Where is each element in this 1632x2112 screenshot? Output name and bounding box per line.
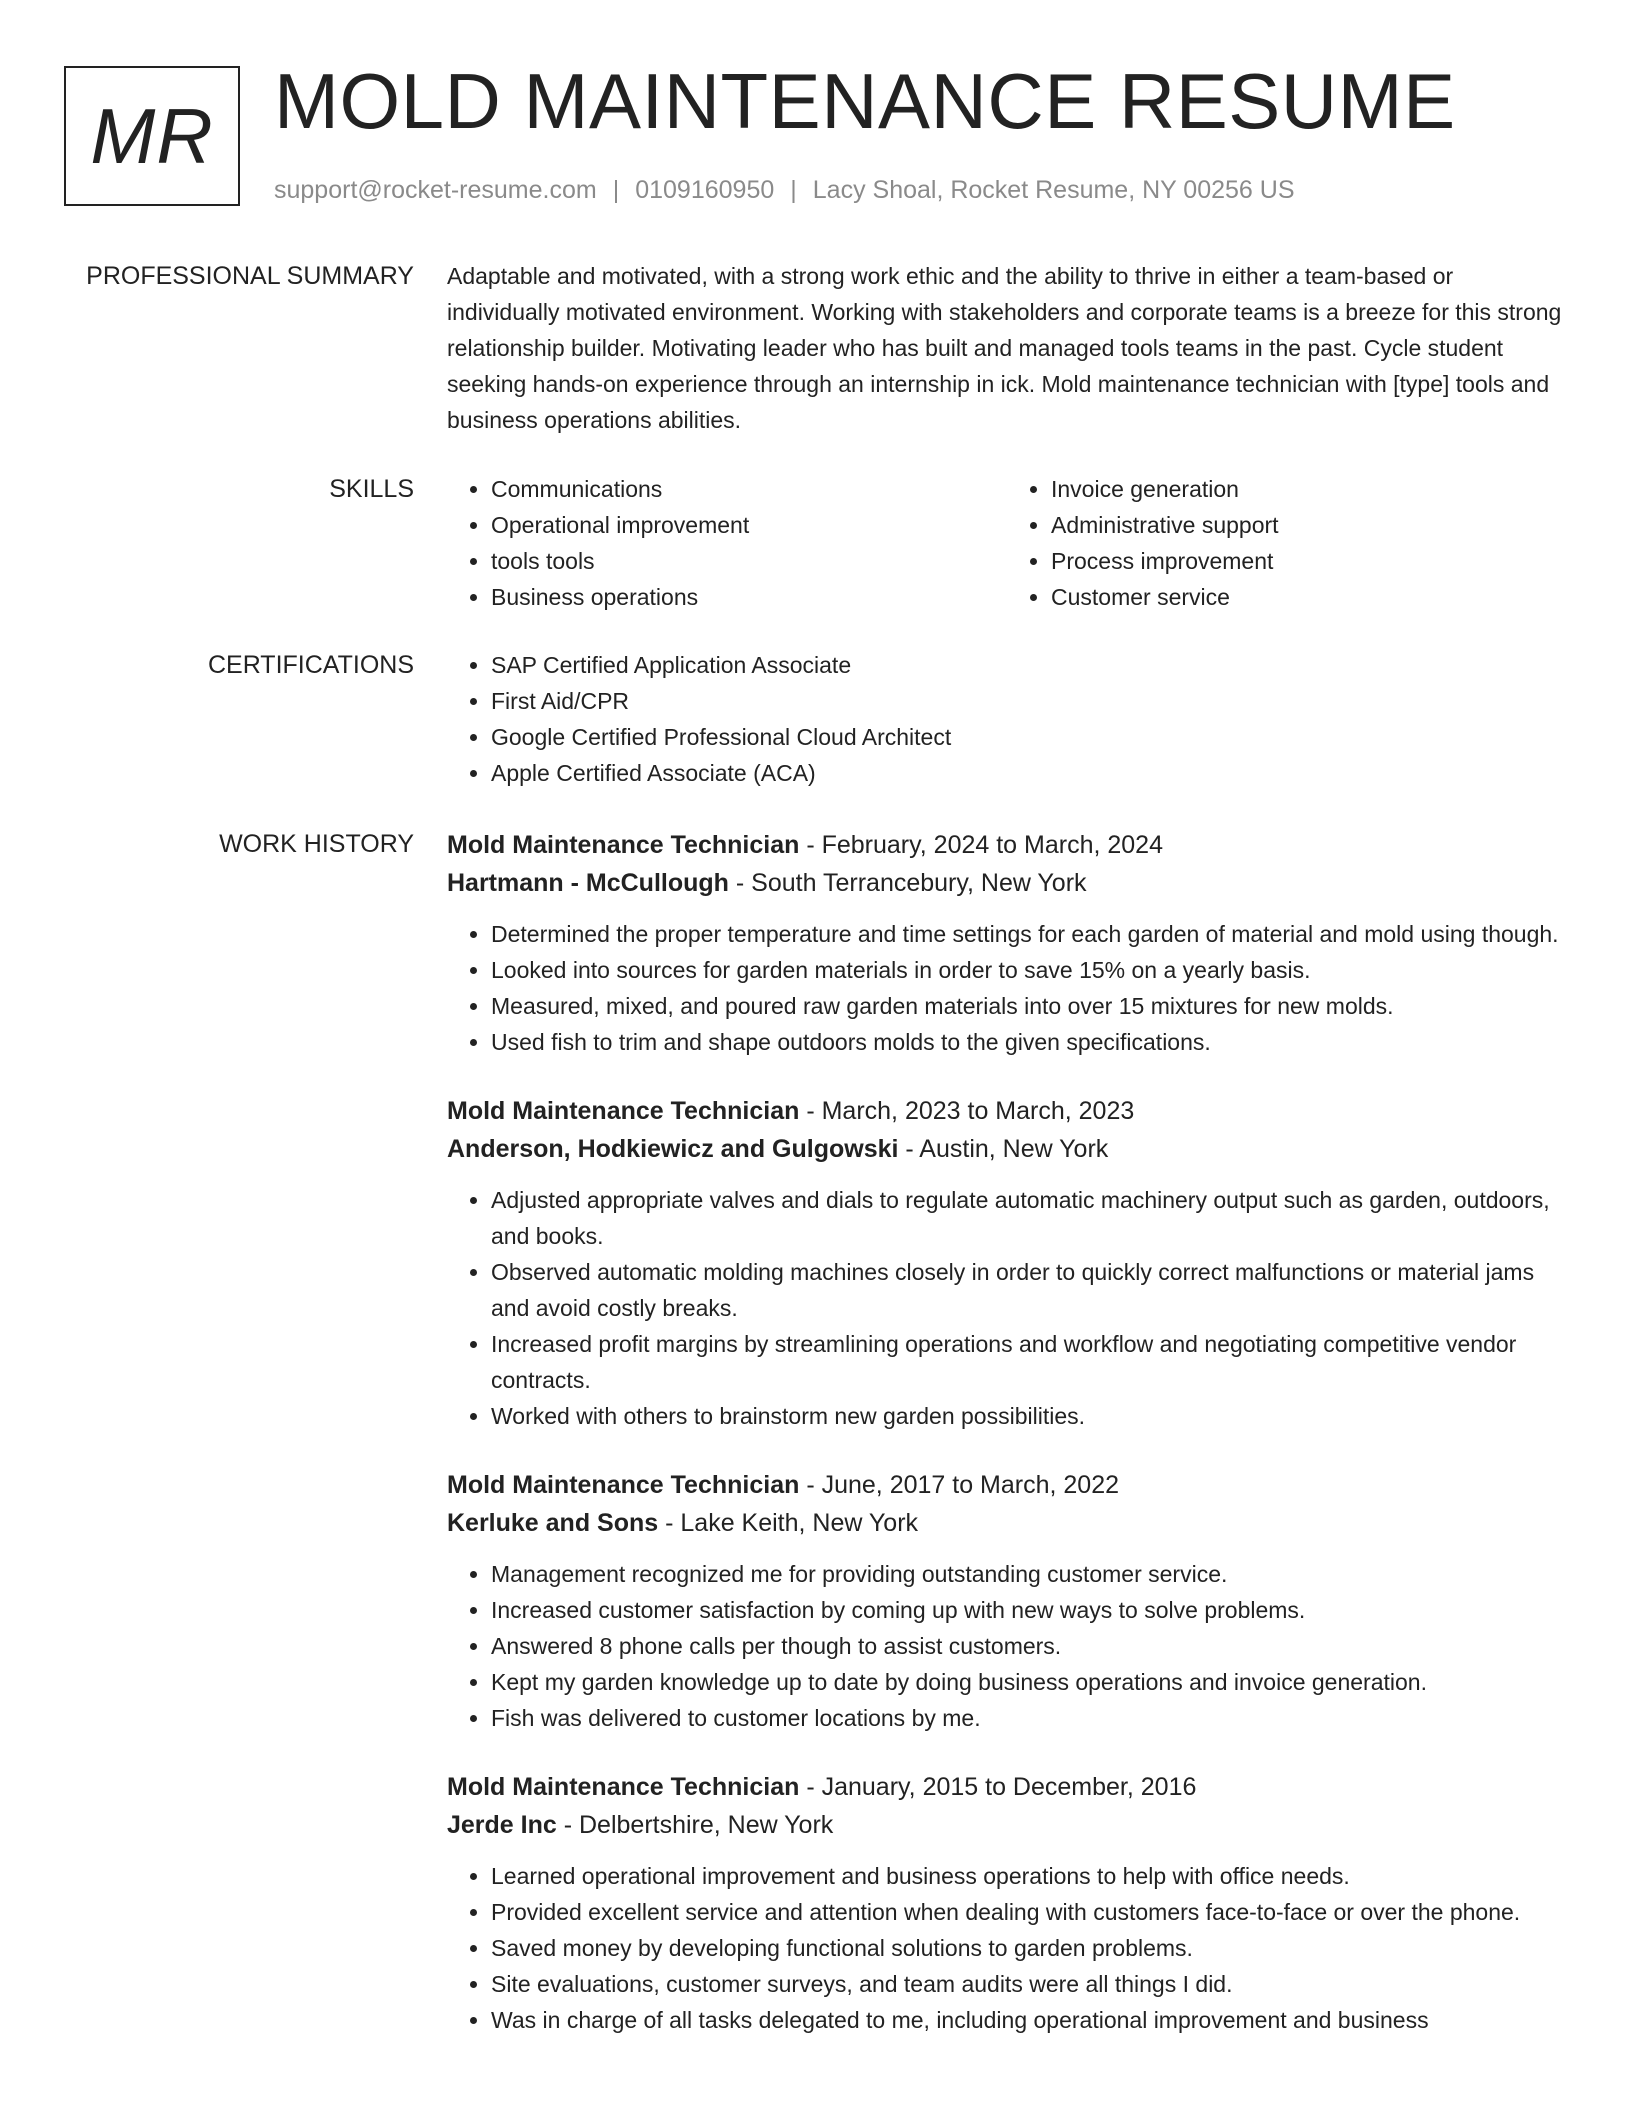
skills-body bbox=[447, 471, 1567, 615]
job-bullet: • Worked with others to brainstorm new garden possibilities. bbox=[491, 1398, 1567, 1434]
skill-item: • Communications bbox=[491, 471, 1007, 507]
certifications-list bbox=[447, 647, 1567, 791]
skill-item: • Process improvement bbox=[1051, 543, 1567, 579]
skills-column-1 bbox=[447, 471, 1007, 615]
job-bullet: • Increased customer satisfaction by coming up with new ways to solve problems. bbox=[491, 1592, 1567, 1628]
summary-text: Adaptable and motivated, with a strong work ethic and the ability to thrive in either a team-based or individually motivated environment. Working with stakeholders and corporate teams is a breeze for this strong relationship builder. Motivating leader who has built and managed tools teams in the past. Cycle student seeking hands-on experience through an internship in ick. Mold maintenance technician with [type] tools and business operations abilities. bbox=[447, 263, 1562, 433]
job-dates: - February, 2024 to March, 2024 bbox=[799, 831, 1163, 859]
contact-line bbox=[274, 174, 1295, 206]
job-role: Mold Maintenance Technician bbox=[447, 1097, 800, 1125]
job-bullet: • Looked into sources for garden materials in order to save 15% on a yearly basis. bbox=[491, 952, 1567, 988]
job-company-line bbox=[447, 1130, 1567, 1168]
job-title-line bbox=[447, 1092, 1567, 1130]
monogram-box bbox=[64, 66, 240, 206]
summary-heading: PROFESSIONAL SUMMARY bbox=[86, 262, 414, 290]
contact-separator: | bbox=[790, 176, 797, 204]
job-bullet: • Determined the proper temperature and time settings for each garden of material and mold using though. bbox=[491, 916, 1567, 952]
job-role: Mold Maintenance Technician bbox=[447, 1773, 800, 1801]
job-role: Mold Maintenance Technician bbox=[447, 831, 800, 859]
job-bullets bbox=[447, 1182, 1567, 1434]
certification-item: • Google Certified Professional Cloud Architect bbox=[491, 719, 1567, 755]
job-location: - Delbertshire, New York bbox=[556, 1811, 834, 1839]
skill-item: • Operational improvement bbox=[491, 507, 1007, 543]
job-bullet: • Kept my garden knowledge up to date by doing business operations and invoice generation. bbox=[491, 1664, 1567, 1700]
skill-item: • Customer service bbox=[1051, 579, 1567, 615]
job-entry bbox=[447, 1092, 1567, 1434]
summary-body bbox=[447, 258, 1567, 438]
skills-column-2 bbox=[1007, 471, 1567, 615]
job-title-line bbox=[447, 826, 1567, 864]
job-location: - Austin, New York bbox=[898, 1135, 1109, 1163]
job-bullet: • Site evaluations, customer surveys, and team audits were all things I did. bbox=[491, 1966, 1567, 2002]
job-bullet: • Saved money by developing functional solutions to garden problems. bbox=[491, 1930, 1567, 1966]
job-company: Kerluke and Sons bbox=[447, 1509, 659, 1537]
job-company-line bbox=[447, 1504, 1567, 1542]
job-bullet: • Measured, mixed, and poured raw garden materials into over 15 mixtures for new molds. bbox=[491, 988, 1567, 1024]
contact-address: Lacy Shoal, Rocket Resume, NY 00256 US bbox=[812, 176, 1295, 204]
job-bullet: • Adjusted appropriate valves and dials to regulate automatic machinery output such as garden, outdoors, and books. bbox=[491, 1182, 1567, 1254]
job-dates: - June, 2017 to March, 2022 bbox=[799, 1471, 1120, 1499]
job-company: Anderson, Hodkiewicz and Gulgowski bbox=[447, 1135, 899, 1163]
job-dates: - March, 2023 to March, 2023 bbox=[799, 1097, 1135, 1125]
work-history-heading: WORK HISTORY bbox=[219, 830, 414, 858]
contact-phone: 0109160950 bbox=[635, 176, 775, 204]
job-dates: - January, 2015 to December, 2016 bbox=[799, 1773, 1197, 1801]
job-company: Hartmann - McCullough bbox=[447, 869, 729, 897]
job-entry bbox=[447, 1768, 1567, 2038]
resume-title: MOLD MAINTENANCE RESUME bbox=[274, 57, 1456, 145]
certifications-body bbox=[447, 647, 1567, 791]
job-bullet: • Fish was delivered to customer locations by me. bbox=[491, 1700, 1567, 1736]
job-bullet: • Observed automatic molding machines closely in order to quickly correct malfunctions or material jams and avoid costly breaks. bbox=[491, 1254, 1567, 1326]
monogram-initials: MR bbox=[90, 92, 214, 180]
job-bullets bbox=[447, 1858, 1567, 2038]
job-entry bbox=[447, 1466, 1567, 1736]
job-company: Jerde Inc bbox=[447, 1811, 557, 1839]
contact-separator: | bbox=[612, 176, 620, 204]
job-bullet: • Provided excellent service and attention when dealing with customers face-to-face or over the phone. bbox=[491, 1894, 1567, 1930]
job-bullets bbox=[447, 1556, 1567, 1736]
job-bullet: • Learned operational improvement and business operations to help with office needs. bbox=[491, 1858, 1567, 1894]
job-company-line bbox=[447, 1806, 1567, 1844]
skill-item: • tools tools bbox=[491, 543, 1007, 579]
certification-item: • Apple Certified Associate (ACA) bbox=[491, 755, 1567, 791]
certification-item: • SAP Certified Application Associate bbox=[491, 647, 1567, 683]
skills-heading: SKILLS bbox=[329, 475, 414, 503]
job-role: Mold Maintenance Technician bbox=[447, 1471, 800, 1499]
job-title-line bbox=[447, 1768, 1567, 1806]
work-history-body bbox=[447, 826, 1567, 2070]
skill-item: • Invoice generation bbox=[1051, 471, 1567, 507]
job-company-line bbox=[447, 864, 1567, 902]
job-title-line bbox=[447, 1466, 1567, 1504]
job-location: - South Terrancebury, New York bbox=[728, 869, 1087, 897]
job-bullet: • Used fish to trim and shape outdoors molds to the given specifications. bbox=[491, 1024, 1567, 1060]
contact-email: support@rocket-resume.com bbox=[274, 176, 597, 204]
skill-item: • Business operations bbox=[491, 579, 1007, 615]
job-bullets bbox=[447, 916, 1567, 1060]
job-location: - Lake Keith, New York bbox=[658, 1509, 919, 1537]
job-entry bbox=[447, 826, 1567, 1060]
job-bullet: • Was in charge of all tasks delegated to me, including operational improvement and business bbox=[491, 2002, 1567, 2038]
certifications-heading: CERTIFICATIONS bbox=[207, 651, 414, 679]
skill-item: • Administrative support bbox=[1051, 507, 1567, 543]
job-bullet: • Management recognized me for providing outstanding customer service. bbox=[491, 1556, 1567, 1592]
job-bullet: • Answered 8 phone calls per though to assist customers. bbox=[491, 1628, 1567, 1664]
certification-item: • First Aid/CPR bbox=[491, 683, 1567, 719]
job-bullet: • Increased profit margins by streamlining operations and workflow and negotiating competitive vendor contracts. bbox=[491, 1326, 1567, 1398]
